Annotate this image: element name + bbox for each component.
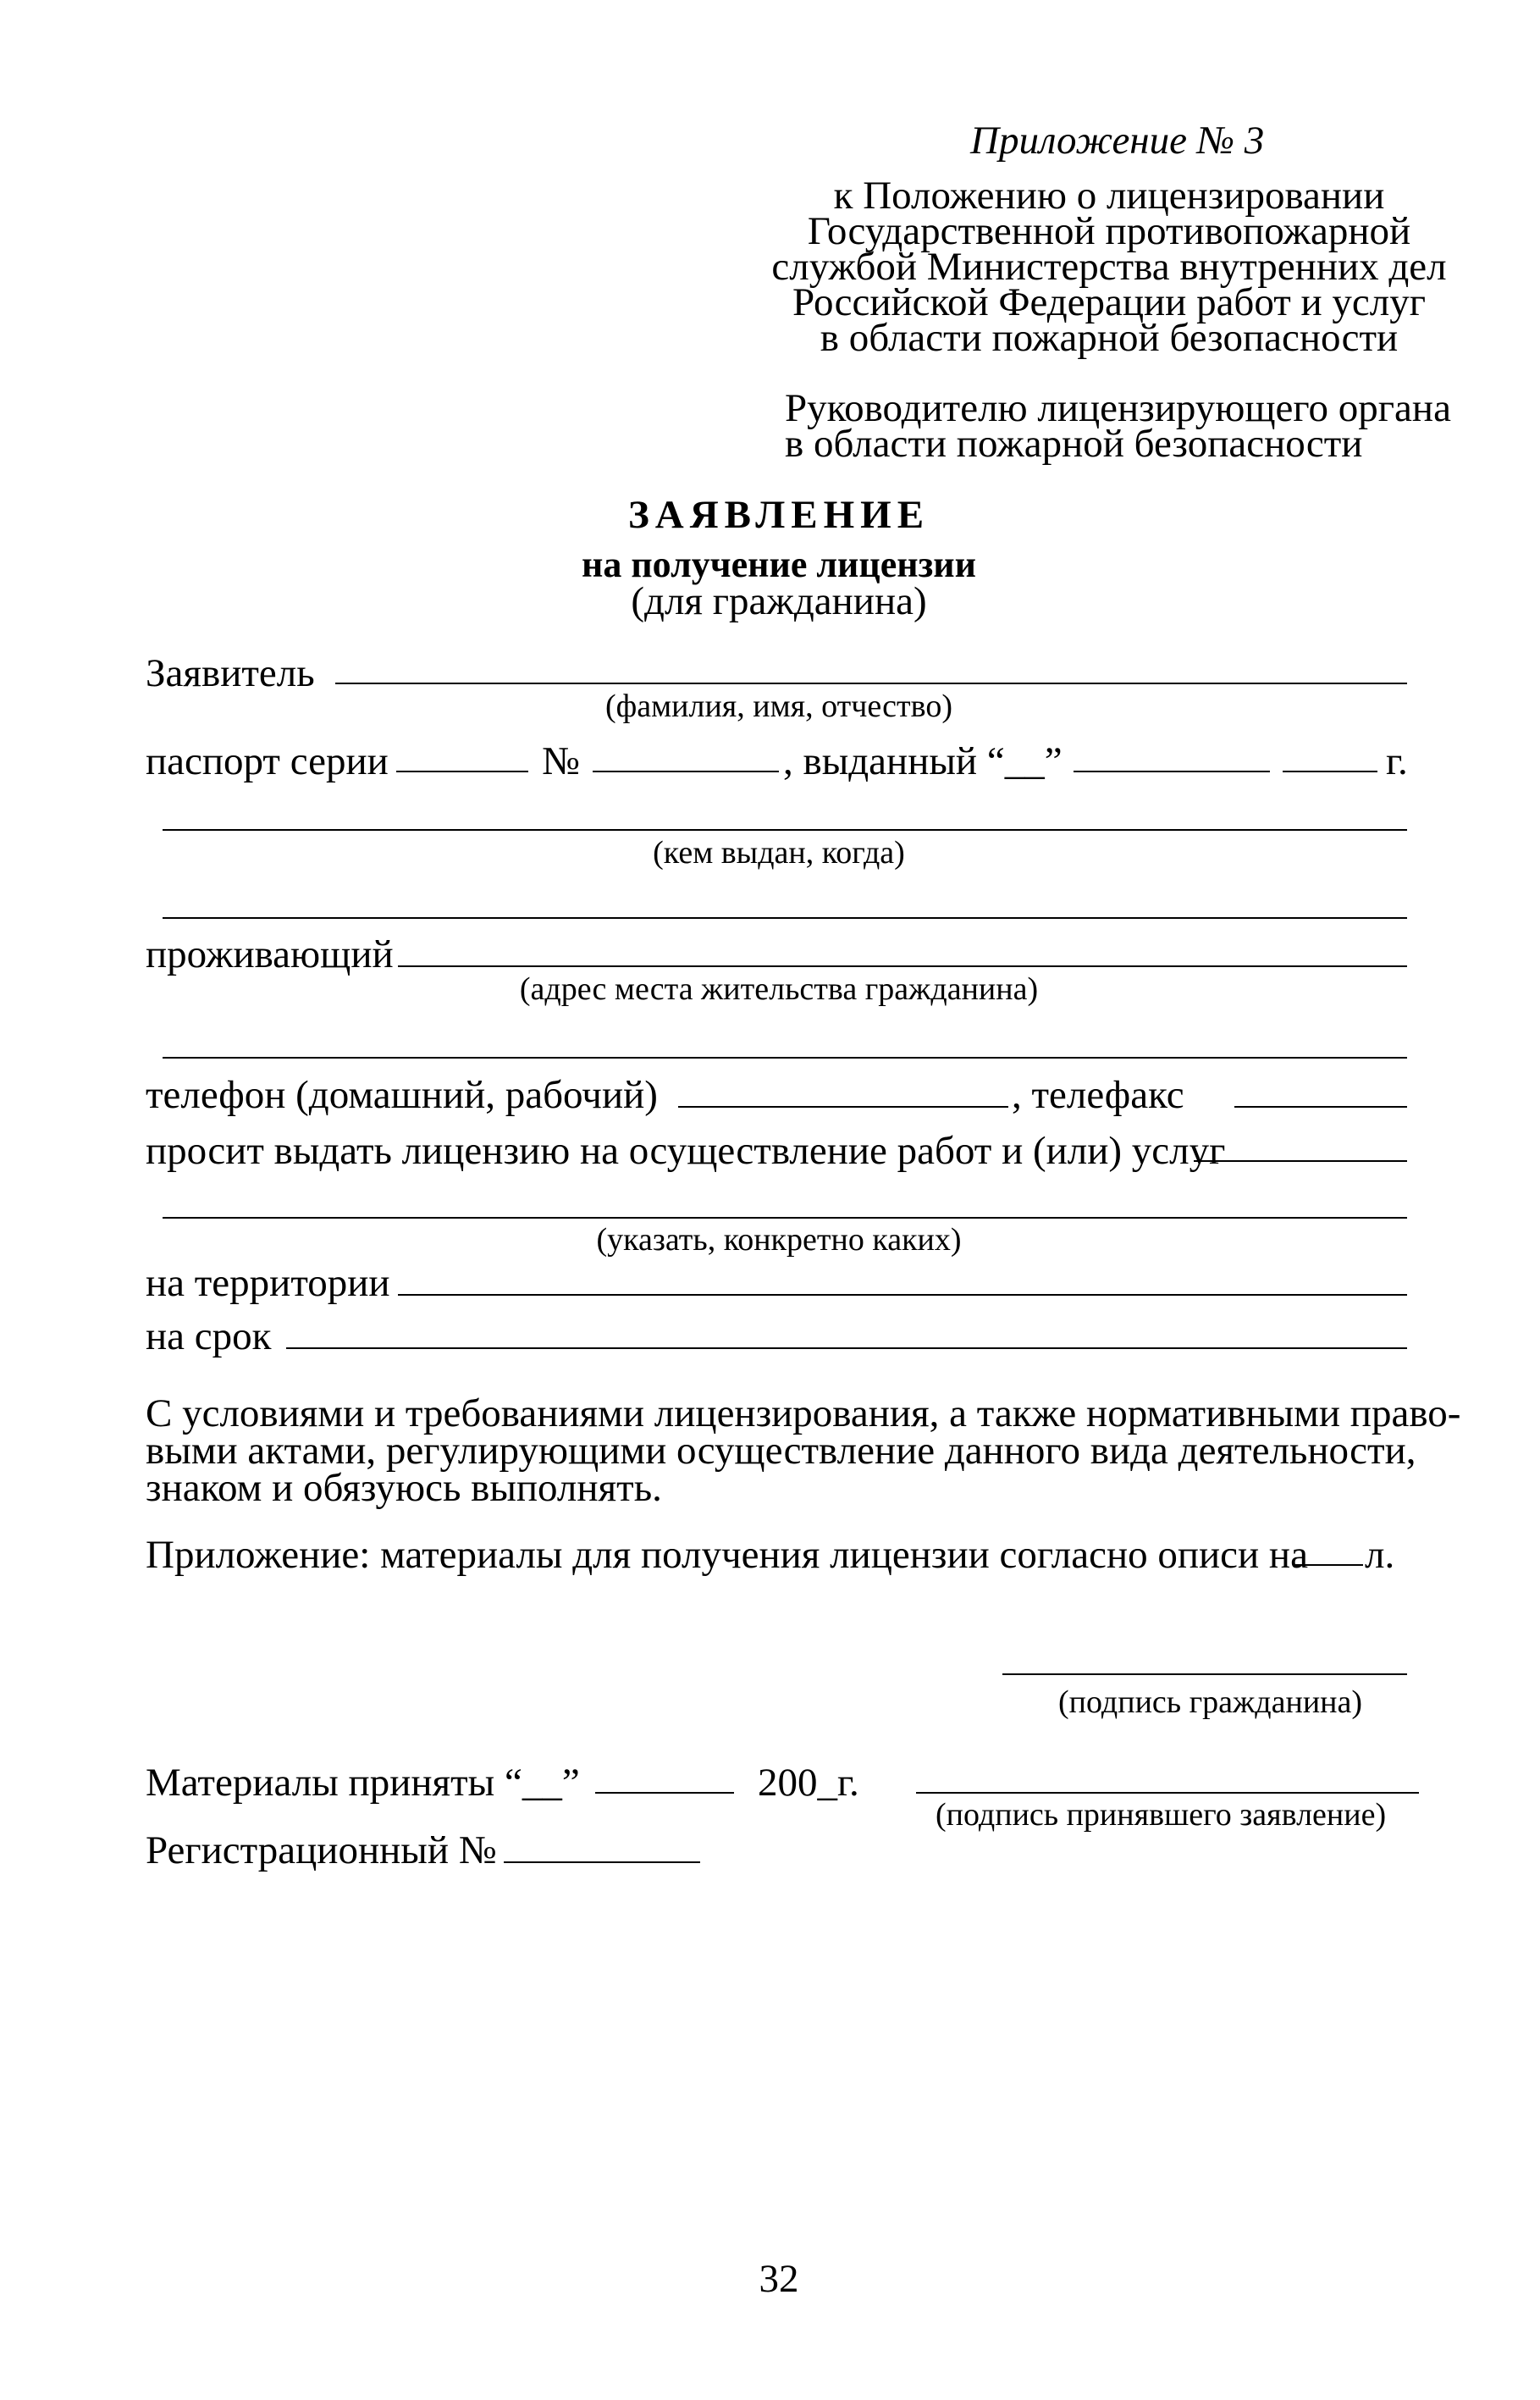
- materials-received-label: Материалы приняты “__”: [146, 1761, 580, 1805]
- citizen-signature-field[interactable]: [1002, 1673, 1407, 1675]
- attachment-text: Приложение: материалы для получения лицензии согласно описи на: [146, 1533, 1308, 1577]
- passport-number-sign: №: [542, 739, 580, 783]
- territory-label: на территории: [146, 1261, 390, 1305]
- materials-received-year: 200_г.: [758, 1761, 859, 1805]
- passport-series-label: паспорт серии: [146, 739, 389, 783]
- document-subtitle: на получение лицензии: [581, 544, 977, 585]
- fax-field[interactable]: [1234, 1106, 1407, 1108]
- page-number: 32: [759, 2257, 799, 2301]
- fax-label: , телефакс: [1012, 1073, 1184, 1117]
- specify-hint: (указать, конкретно каких): [596, 1222, 962, 1258]
- regulation-line-3: службой Министерства внутренних дел: [771, 245, 1447, 289]
- document-subtitle-2: (для гражданина): [631, 579, 927, 623]
- issued-month-field[interactable]: [1074, 771, 1270, 772]
- address-field-2[interactable]: [163, 1057, 1407, 1059]
- document-heading: ЗАЯВЛЕНИЕ: [627, 493, 930, 537]
- territory-field[interactable]: [398, 1294, 1407, 1296]
- applicant-label: Заявитель: [146, 651, 315, 695]
- registration-number-field[interactable]: [504, 1861, 700, 1863]
- issued-year-field[interactable]: [1283, 771, 1377, 772]
- term-field[interactable]: [286, 1347, 1407, 1349]
- phone-label: телефон (домашний, рабочий): [146, 1073, 658, 1117]
- regulation-line-2: Государственной противопожарной: [807, 209, 1411, 253]
- materials-month-field[interactable]: [595, 1792, 734, 1794]
- address-hint: (адрес места жительства гражданина): [519, 971, 1039, 1007]
- services-field-2[interactable]: [163, 1217, 1407, 1219]
- services-field[interactable]: [1194, 1160, 1407, 1162]
- conditions-line-1: С условиями и требованиями лицензирования, а также нормативными право-: [146, 1391, 1461, 1435]
- phone-field[interactable]: [678, 1106, 1008, 1108]
- issued-by-field[interactable]: [163, 829, 1407, 831]
- receiver-signature-field[interactable]: [916, 1792, 1419, 1794]
- addressee-line-1: Руководителю лицензирующего органа: [785, 386, 1451, 430]
- issued-by-hint: (кем выдан, когда): [653, 835, 905, 871]
- address-field[interactable]: [398, 965, 1407, 967]
- attachment-pages-field[interactable]: [1294, 1564, 1363, 1566]
- applicant-name-field[interactable]: [335, 683, 1407, 684]
- issued-by-field-2[interactable]: [163, 917, 1407, 919]
- receiver-signature-hint: (подпись принявшего заявление): [936, 1797, 1387, 1833]
- regulation-line-4: Российской Федерации работ и услуг: [792, 280, 1427, 324]
- registration-label: Регистрационный №: [146, 1828, 497, 1872]
- attachment-suffix: л.: [1365, 1533, 1395, 1577]
- year-suffix: г.: [1386, 739, 1408, 783]
- appendix-title: Приложение № 3: [970, 119, 1265, 163]
- passport-number-field[interactable]: [593, 771, 779, 772]
- regulation-line-5: в области пожарной безопасности: [820, 316, 1399, 360]
- passport-series-field[interactable]: [396, 771, 528, 772]
- conditions-line-3: знаком и обязуюсь выполнять.: [146, 1466, 662, 1510]
- applicant-name-hint: (фамилия, имя, отчество): [604, 688, 952, 724]
- issued-label: , выданный “__”: [783, 739, 1063, 783]
- residing-label: проживающий: [146, 932, 394, 976]
- term-label: на срок: [146, 1314, 272, 1358]
- request-label: просит выдать лицензию на осуществление работ и (или) услуг: [146, 1129, 1226, 1173]
- regulation-line-1: к Положению о лицензировании: [833, 174, 1385, 218]
- conditions-line-2: выми актами, регулирующими осуществление данного вида деятельности,: [146, 1429, 1416, 1473]
- citizen-signature-hint: (подпись гражданина): [1058, 1684, 1363, 1720]
- addressee-line-2: в области пожарной безопасности: [785, 422, 1363, 466]
